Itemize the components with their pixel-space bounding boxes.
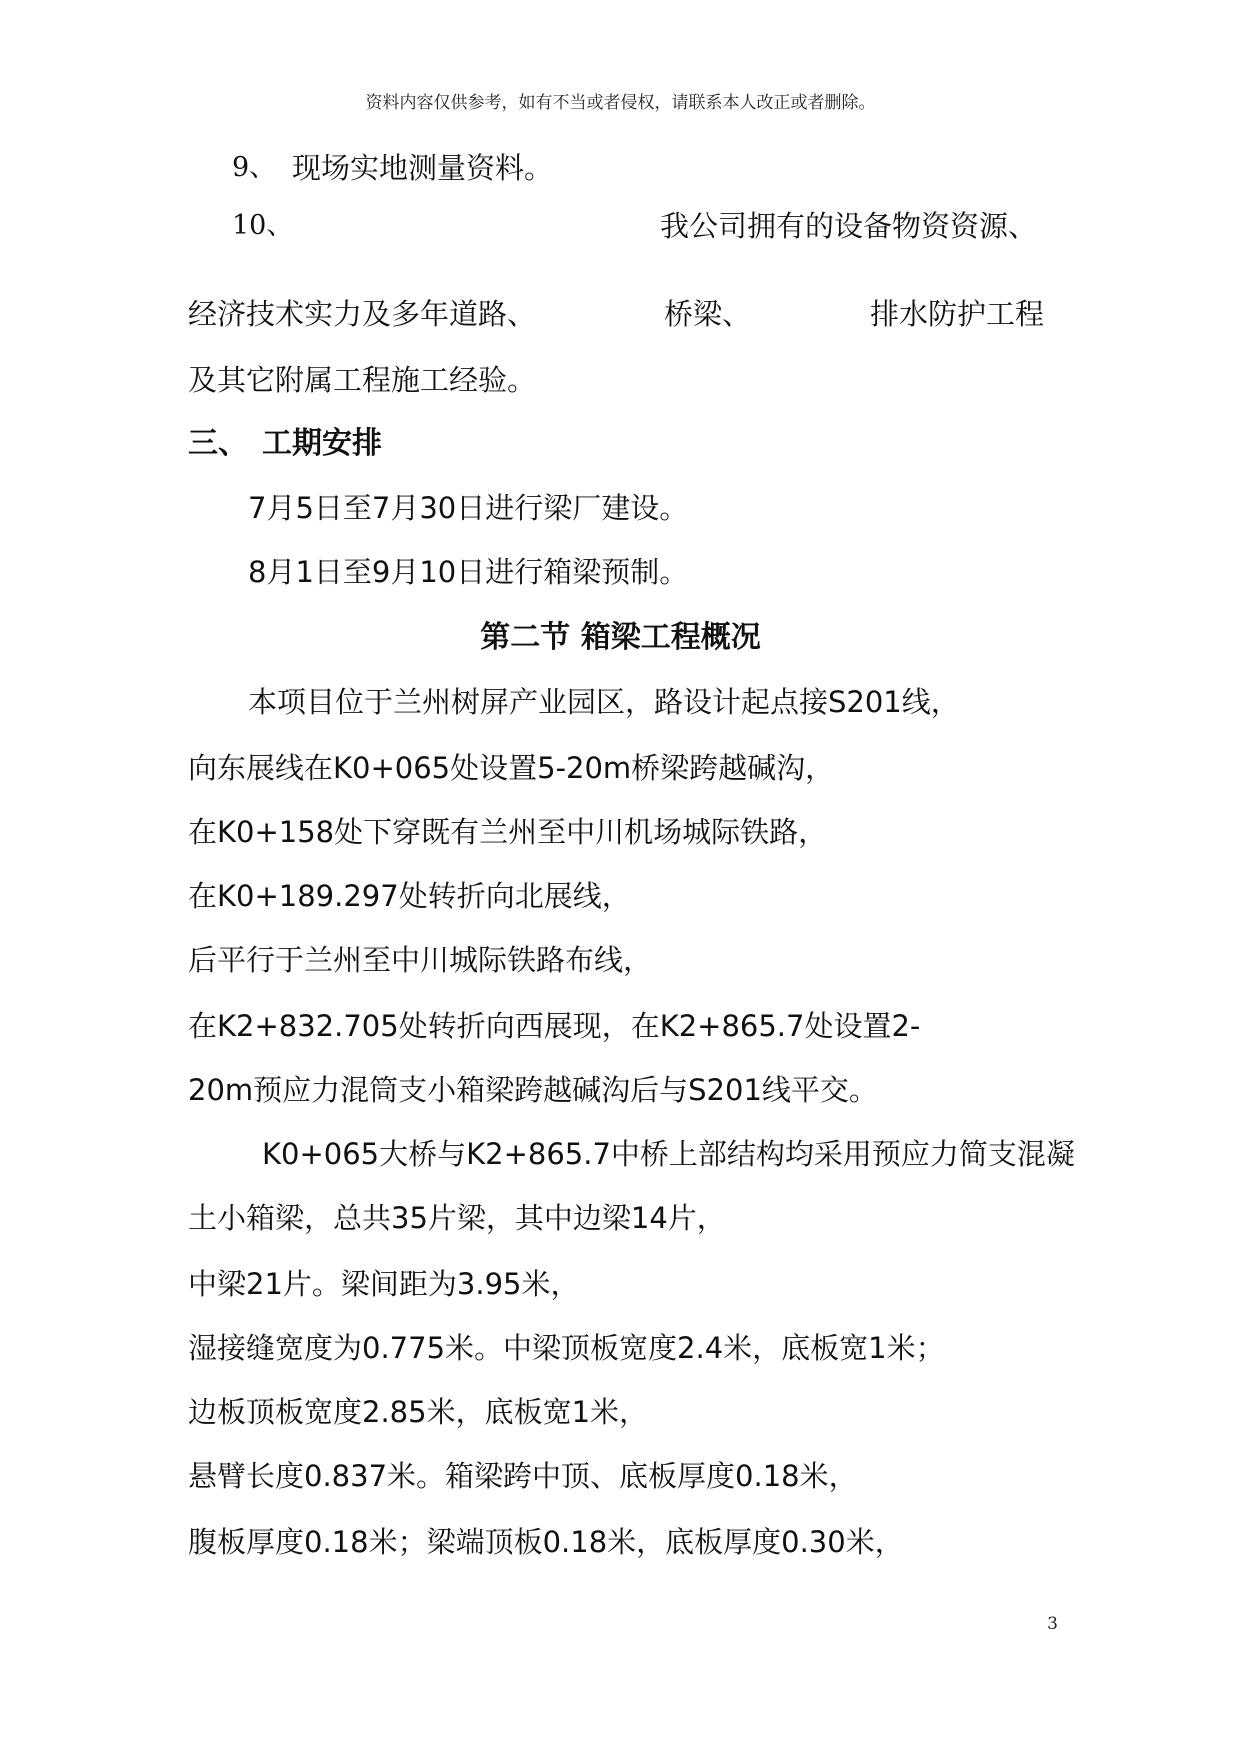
paragraph-1-line: 向东展线在K0+065处设置5-20m桥梁跨越碱沟，: [188, 751, 835, 785]
paragraph-2-line: 边板顶板宽度2.85米，底板宽1米，: [188, 1395, 649, 1429]
paragraph-1-line: 在K0+189.297处转折向北展线，: [188, 879, 631, 913]
paragraph-2-line: K0+065大桥与K2+865.7中桥上部结构均采用预应力简支混凝: [262, 1137, 1075, 1171]
schedule-heading-number: 三、: [188, 426, 248, 461]
disclaimer-header: 资料内容仅供参考，如有不当或者侵权，请联系本人改正或者删除。: [365, 93, 876, 113]
list-item-9-text: 现场实地测量资料。: [292, 151, 554, 185]
list-item-10-text-b3: 排水防护工程: [870, 297, 1045, 331]
paragraph-2-line: 悬臂长度0.837米。箱梁跨中顶、底板厚度0.18米，: [188, 1459, 858, 1493]
list-item-9-number: 9、: [232, 152, 277, 183]
schedule-heading-text: 工期安排: [262, 426, 382, 461]
schedule-line-1: 7月5日至7月30日进行梁厂建设。: [248, 491, 689, 525]
paragraph-1-line: 20m预应力混筒支小箱梁跨越碱沟后与S201线平交。: [188, 1073, 878, 1107]
list-item-10-text-b1: 经济技术实力及多年道路、: [188, 297, 537, 331]
paragraph-1-line: 本项目位于兰州树屏产业园区，路设计起点接S201线，: [248, 685, 960, 719]
schedule-line-2: 8月1日至9月10日进行箱梁预制。: [248, 555, 689, 589]
paragraph-2-line: 土小箱梁，总共35片梁，其中边梁14片，: [188, 1201, 726, 1235]
section-title: 第二节 箱梁工程概况: [480, 620, 761, 655]
paragraph-1-line: 在K0+158处下穿既有兰州至中川机场城际铁路，: [188, 815, 828, 849]
paragraph-1-line: 在K2+832.705处转折向西展现，在K2+865.7处设置2-: [188, 1009, 921, 1043]
list-item-10-text-a: 我公司拥有的设备物资资源、: [660, 209, 1038, 243]
list-item-10-text-c: 及其它附属工程施工经验。: [188, 363, 537, 397]
list-item-10-number: 10、: [232, 210, 294, 241]
paragraph-2-line: 湿接缝宽度为0.775米。中梁顶板宽度2.4米，底板宽1米；: [188, 1331, 945, 1365]
list-item-10-text-b2: 桥梁、: [664, 297, 752, 331]
page-number: 3: [1047, 1614, 1058, 1634]
paragraph-2-line: 腹板厚度0.18米；梁端顶板0.18米，底板厚度0.30米，: [188, 1525, 904, 1559]
paragraph-1-line: 后平行于兰州至中川城际铁路布线，: [188, 943, 653, 977]
paragraph-2-line: 中梁21片。梁间距为3.95米，: [188, 1267, 580, 1301]
